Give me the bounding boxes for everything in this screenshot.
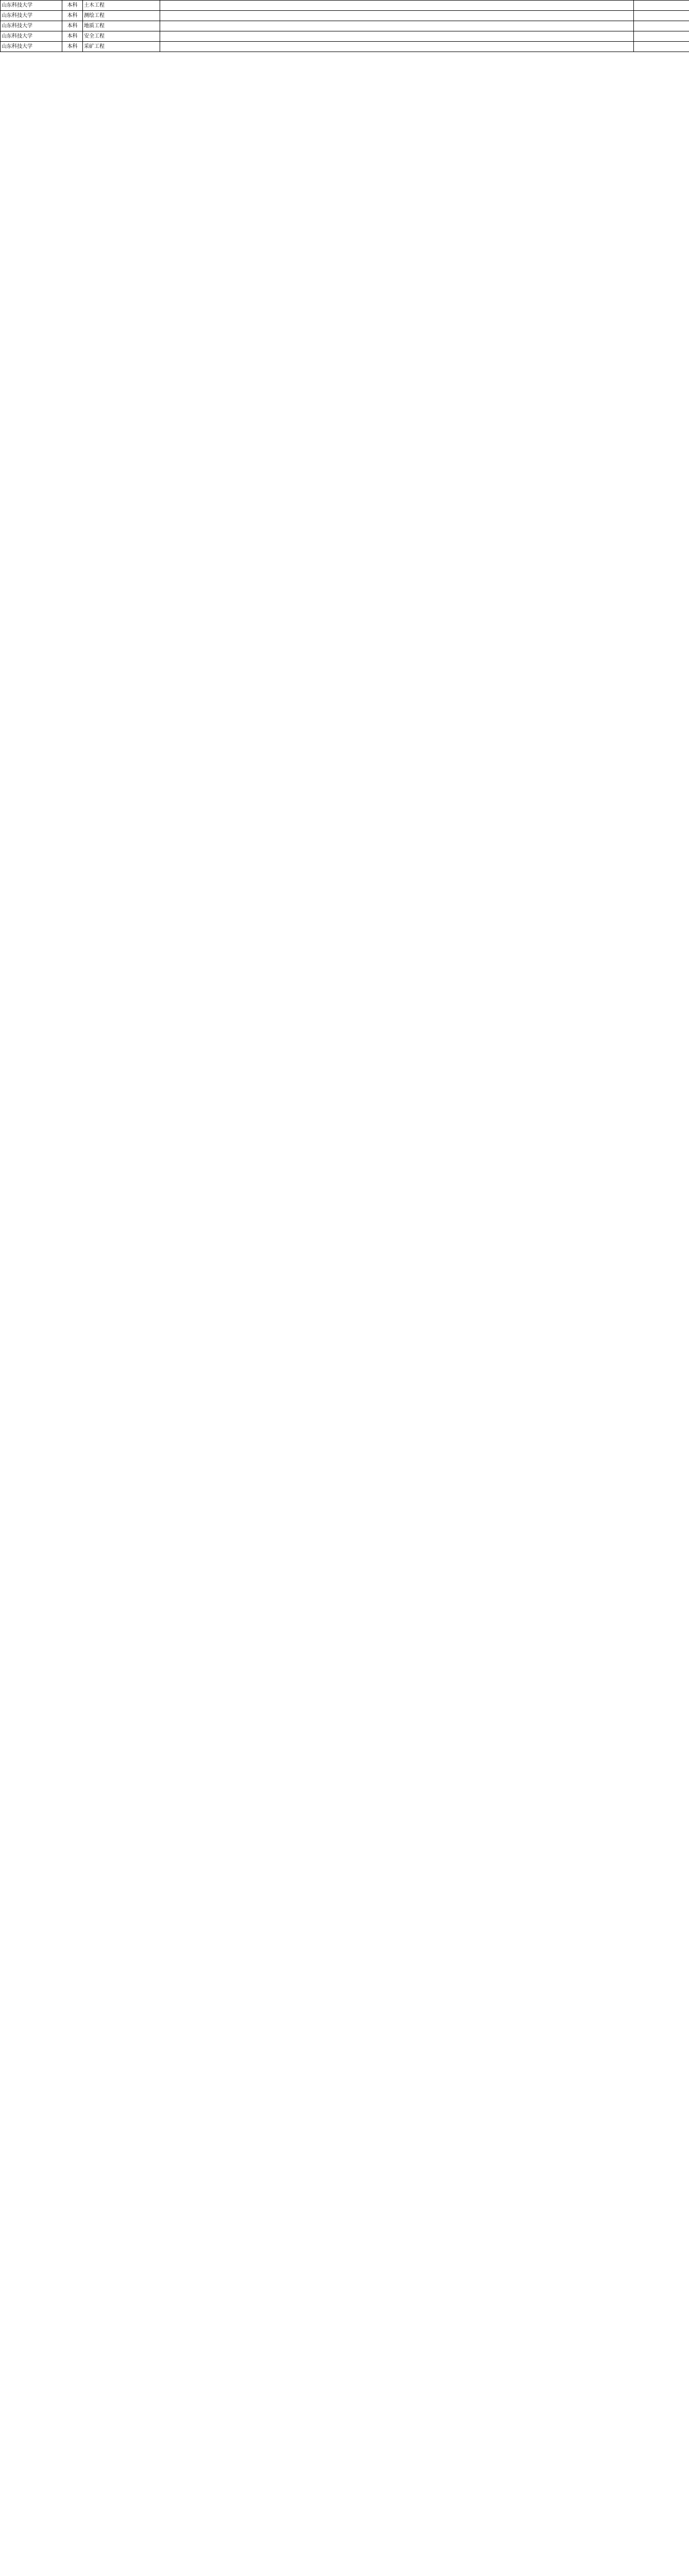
cell-school: 山东科技大学 <box>1 11 62 21</box>
cell-school: 山东科技大学 <box>1 1 62 11</box>
cell-note <box>160 1 634 11</box>
table-row <box>1 42 689 52</box>
table-row <box>1 11 689 21</box>
cell-level: 本科 <box>62 31 83 42</box>
cell-major: 安全工程 <box>83 31 160 42</box>
cell-level: 本科 <box>62 42 83 52</box>
cell-school: 山东科技大学 <box>1 42 62 52</box>
cell-school: 山东科技大学 <box>1 21 62 31</box>
cell-level: 本科 <box>62 21 83 31</box>
cell-school: 山东科技大学 <box>1 31 62 42</box>
cell-major: 地质工程 <box>83 21 160 31</box>
cell-note <box>160 31 634 42</box>
cell-count <box>634 42 689 52</box>
cell-major: 采矿工程 <box>83 42 160 52</box>
cell-count <box>634 21 689 31</box>
cell-note <box>160 42 634 52</box>
cell-count <box>634 31 689 42</box>
table-row <box>1 31 689 42</box>
plan-table-body <box>1 1 689 52</box>
cell-count <box>634 1 689 11</box>
cell-major: 土木工程 <box>83 1 160 11</box>
table-row <box>1 1 689 11</box>
table-row <box>1 21 689 31</box>
cell-level: 本科 <box>62 1 83 11</box>
plan-table <box>0 0 689 52</box>
cell-note <box>160 21 634 31</box>
cell-major: 测绘工程 <box>83 11 160 21</box>
cell-note <box>160 11 634 21</box>
cell-count <box>634 11 689 21</box>
cell-level: 本科 <box>62 11 83 21</box>
